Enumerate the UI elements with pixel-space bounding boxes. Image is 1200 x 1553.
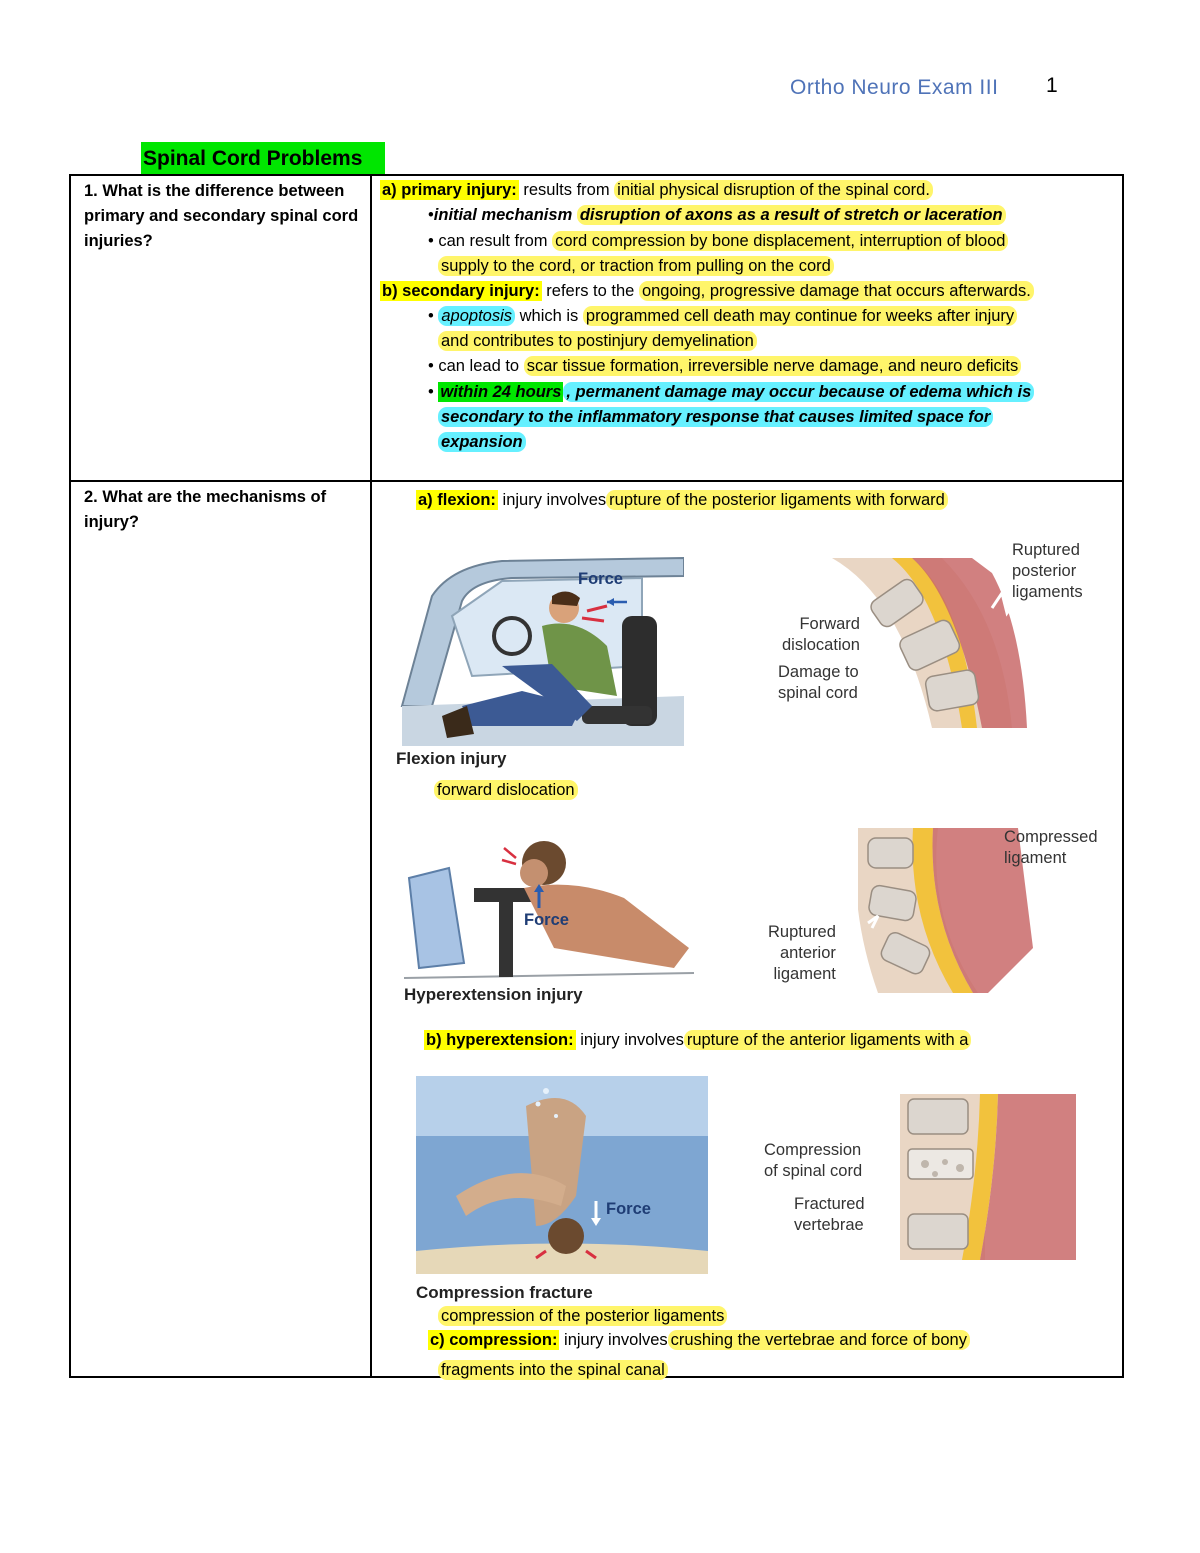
secondary-label: b) secondary injury: xyxy=(382,282,540,300)
highlight: supply to the cord, or traction from pulling on the cord xyxy=(438,256,834,276)
highlight: crushing the vertebrae and force of bony xyxy=(668,1330,970,1350)
compression-label: c) compression: xyxy=(430,1331,558,1349)
text: refers to the xyxy=(546,282,635,300)
text: injury involves xyxy=(564,1331,668,1349)
section-title: Spinal Cord Problems xyxy=(141,142,385,174)
highlight: , permanent damage may occur because of edema which is xyxy=(563,382,1034,402)
highlight: programmed cell death may continue for weeks after injury xyxy=(583,306,1017,326)
highlight: rupture of the posterior ligaments with forward xyxy=(606,490,948,510)
question-cell xyxy=(70,175,371,481)
label-forward-dislocation: Forward dislocation xyxy=(782,615,860,654)
label-compression-spinal-cord: Compression of spinal cord xyxy=(764,1141,863,1180)
compression-caption: Compression fracture xyxy=(416,1283,593,1302)
text: can lead to xyxy=(438,357,520,375)
primary-label: a) primary injury: xyxy=(382,181,517,199)
hyperextension-force-label: Force xyxy=(524,911,569,929)
table-row xyxy=(70,175,1123,481)
question-2: 2. What are the mechanisms of injury? xyxy=(84,488,327,531)
header-title: Ortho Neuro Exam III xyxy=(790,76,999,99)
highlight: fragments into the spinal canal xyxy=(438,1360,668,1380)
question-1: 1. What is the difference between primary and secondary spinal cord injuries? xyxy=(84,182,359,250)
compression-force-label: Force xyxy=(606,1200,651,1218)
highlight-term: apoptosis xyxy=(438,306,515,326)
flexion-car-illustration xyxy=(392,556,684,746)
answer-cell xyxy=(371,481,1123,1377)
label-compressed-ligament: Compressed ligament xyxy=(1004,828,1098,867)
highlight-term: within 24 hours xyxy=(440,383,562,401)
text: results from xyxy=(523,181,610,199)
highlight: ongoing, progressive damage that occurs afterwards. xyxy=(639,281,1034,301)
highlight: scar tissue formation, irreversible nerve damage, and neuro deficits xyxy=(524,356,1022,376)
qa-table xyxy=(69,174,1124,1378)
table-row xyxy=(70,481,1123,1377)
page-number: 1 xyxy=(1046,74,1058,97)
label-damage-spinal-cord: Damage to spinal cord xyxy=(778,663,859,702)
text: injury involves xyxy=(580,1031,684,1049)
highlight: secondary to the inflammatory response that causes limited space for xyxy=(438,407,993,427)
text: can result from xyxy=(438,232,548,250)
highlight: cord compression by bone displacement, interruption of blood xyxy=(552,231,1008,251)
label-ruptured-anterior: Ruptured anterior ligament xyxy=(768,923,836,983)
hyperextension-illustration xyxy=(404,828,694,983)
highlight: and contributes to postinjury demyelination xyxy=(438,331,757,351)
highlight: initial physical disruption of the spinal cord. xyxy=(614,180,933,200)
text: initial mechanism xyxy=(433,206,573,224)
compression-spine-diagram xyxy=(900,1094,1076,1260)
answer-cell: a) primary injury: results from initial physical disruption of the spinal cord. •initial mechanism disruption of axons as a result of stretch or laceration • can result from cord compression by bone displacement, interruption of blood supply to the cord, or traction from pulling on the cord b) secondary injury: refers to the ongoing, progressive damage that occurs afterwards. • apoptosis which is programmed cell death may continue for weeks after injury and contributes to postinjury demyelination • can lead to scar tissue formation, irreversible nerve damage, and neuro deficits • within 24 hours , permanent damage may occur because of edema which is secondary to the inflammatory response that causes limited space for expansion xyxy=(371,175,1123,481)
flexion-label: a) flexion: xyxy=(418,491,496,509)
question-cell xyxy=(70,481,371,1377)
label-fractured-vertebrae: Fractured vertebrae xyxy=(794,1195,865,1234)
highlight: rupture of the anterior ligaments with a xyxy=(684,1030,972,1050)
flexion-force-label: Force xyxy=(578,570,623,588)
text: injury involves xyxy=(502,491,607,509)
highlight: expansion xyxy=(438,432,526,452)
hyperextension-caption: Hyperextension injury xyxy=(404,985,583,1004)
text: which is xyxy=(519,307,579,325)
hyperextension-label: b) hyperextension: xyxy=(426,1031,574,1049)
highlight: compression of the posterior ligaments xyxy=(438,1306,727,1326)
flexion-caption: Flexion injury xyxy=(396,749,507,768)
highlight: forward dislocation xyxy=(434,780,578,800)
label-ruptured-posterior: Ruptured posterior ligaments xyxy=(1012,541,1083,601)
compression-diving-illustration xyxy=(416,1076,708,1274)
highlight: disruption of axons as a result of stretch or laceration xyxy=(577,205,1006,225)
